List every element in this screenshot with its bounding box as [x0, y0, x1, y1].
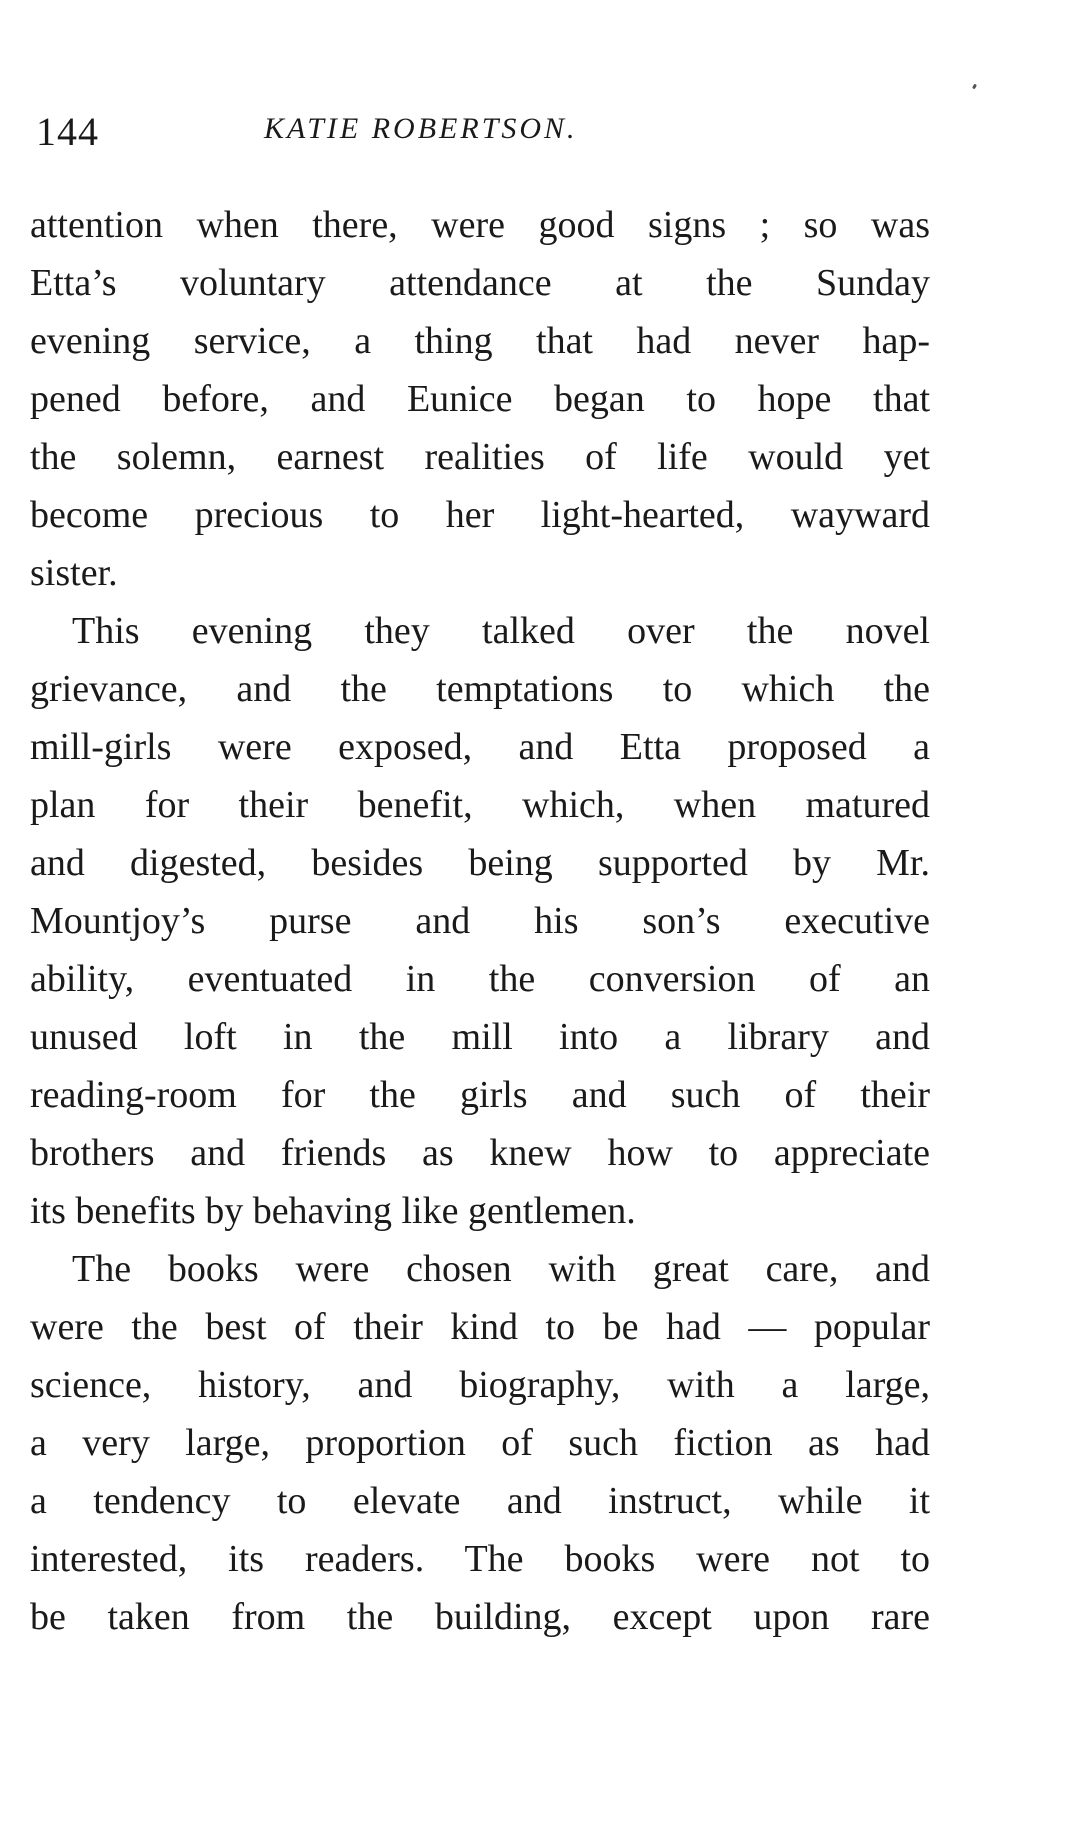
text-line: Etta’s voluntary attendance at the Sunday [30, 262, 930, 304]
text-line: a very large, proportion of such fiction as had [30, 1422, 930, 1464]
text-line: brothers and friends as knew how to appreciate [30, 1132, 930, 1174]
text-line: ability, eventuated in the conversion of an [30, 958, 930, 1000]
text-line: reading-room for the girls and such of their [30, 1074, 930, 1116]
text-line: its benefits by behaving like gentlemen. [30, 1190, 636, 1232]
paragraph [30, 1240, 930, 1646]
text-line: interested, its readers. The books were not to [30, 1538, 930, 1580]
text-line: sister. [30, 552, 118, 594]
ink-speck [972, 84, 977, 90]
text-line: be taken from the building, except upon rare [30, 1596, 930, 1638]
text-line: Mountjoy’s purse and his son’s executive [30, 900, 930, 942]
text-line: grievance, and the temptations to which the [30, 668, 930, 710]
text-line: become precious to her light-hearted, wayward [30, 494, 930, 536]
text-line: This evening they talked over the novel [72, 610, 930, 652]
text-line: attention when there, were good signs ; so was [30, 204, 930, 246]
text-line: mill-girls were exposed, and Etta proposed a [30, 726, 930, 768]
text-line: evening service, a thing that had never hap- [30, 320, 930, 362]
text-line: the solemn, earnest realities of life would yet [30, 436, 930, 478]
page-number: 144 [36, 109, 99, 154]
text-line: science, history, and biography, with a large, [30, 1364, 930, 1406]
text-line: plan for their benefit, which, when matured [30, 784, 930, 826]
text-line: and digested, besides being supported by Mr. [30, 842, 930, 884]
text-line: were the best of their kind to be had — popular [30, 1306, 930, 1348]
text-line: The books were chosen with great care, and [72, 1248, 930, 1290]
paragraph [30, 196, 930, 602]
running-title: KATIE ROBERTSON. [264, 112, 578, 145]
text-line: a tendency to elevate and instruct, while it [30, 1480, 930, 1522]
text-line: unused loft in the mill into a library and [30, 1016, 930, 1058]
body-text [30, 196, 930, 1646]
paragraph [30, 602, 930, 1240]
text-line: pened before, and Eunice began to hope that [30, 378, 930, 420]
page-header [36, 100, 926, 160]
